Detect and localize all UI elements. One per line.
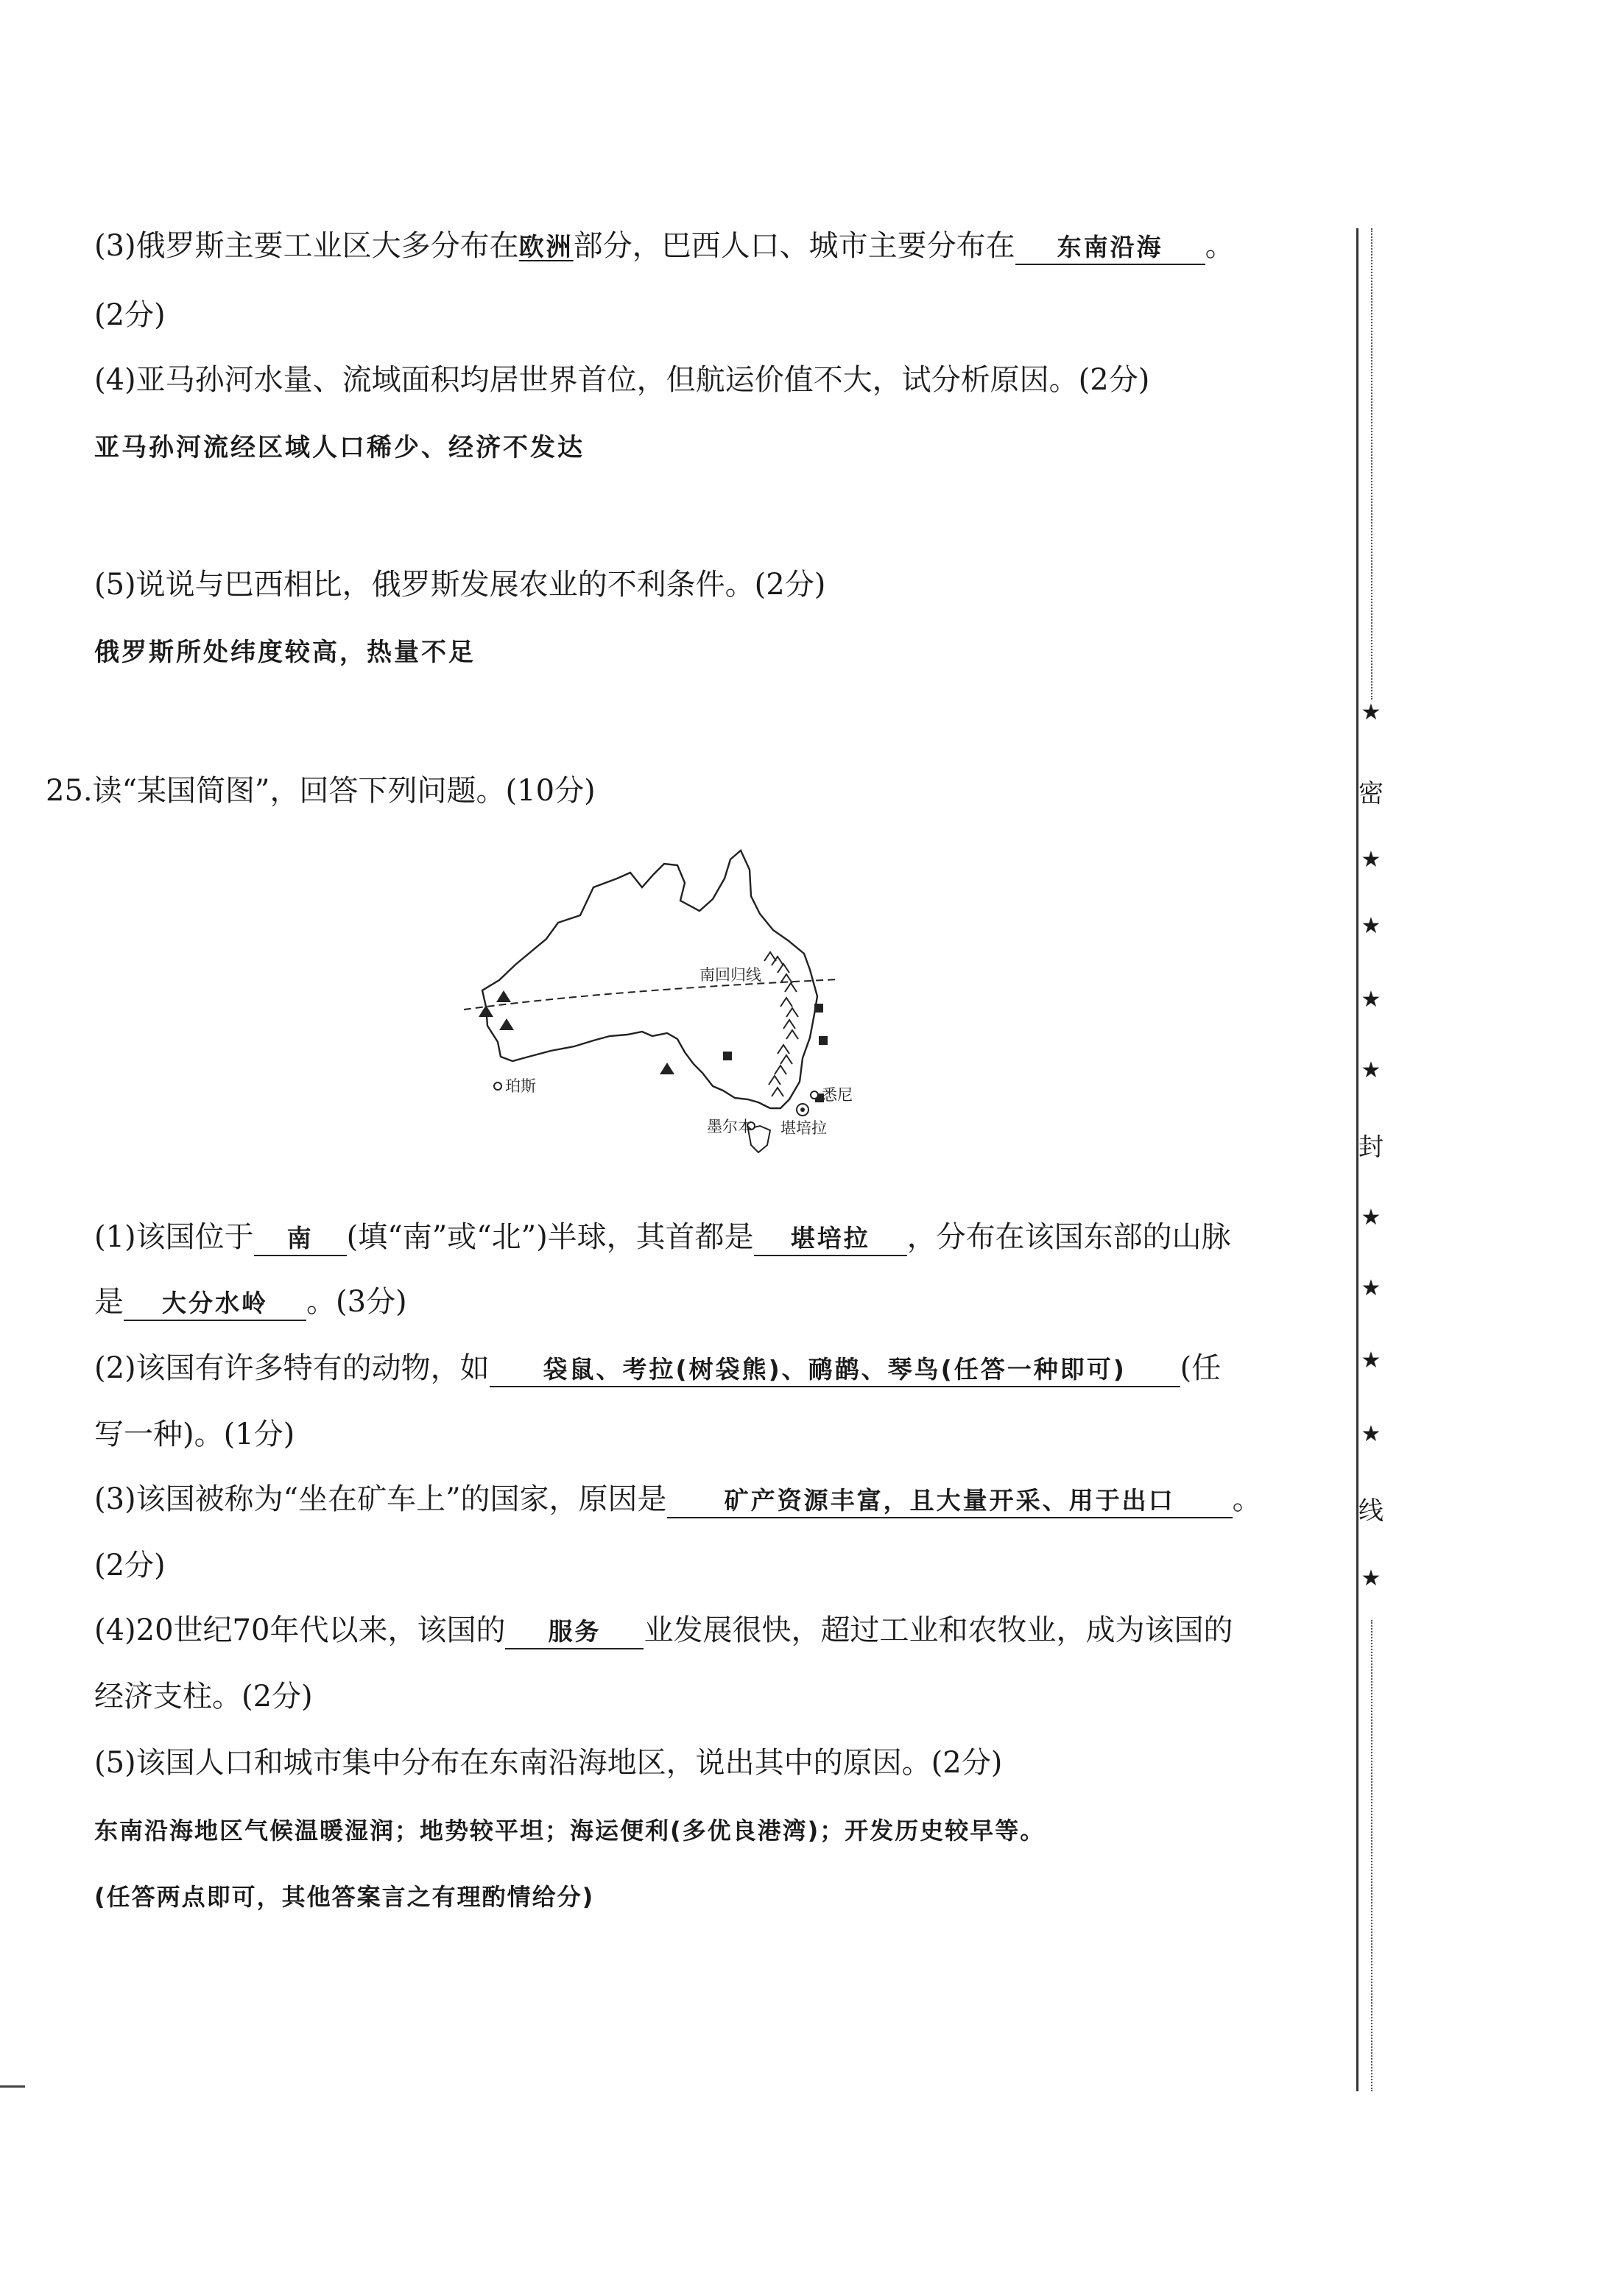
binding-margin-dotted-line bbox=[1371, 228, 1372, 700]
q25-p1-answer-capital: 堪培拉 bbox=[754, 1222, 907, 1256]
q25-p1-answer-mountains: 大分水岭 bbox=[124, 1287, 306, 1321]
q25-p5-answer-note: (任答两点即可，其他答案言之有理酌情给分) bbox=[94, 1883, 595, 1911]
margin-star-icon: ★ bbox=[1361, 1348, 1381, 1373]
australia-outline bbox=[482, 851, 817, 1108]
capital-icon-center bbox=[800, 1107, 805, 1112]
tropic-of-capricorn-line bbox=[464, 979, 839, 1010]
q24-p3-answer-europe: 欧洲 bbox=[518, 233, 574, 262]
city-label-canberra: 堪培拉 bbox=[780, 1119, 827, 1137]
mineral-square-icon bbox=[814, 1004, 823, 1013]
q25-p3-score: (2分) bbox=[94, 1549, 166, 1582]
city-label-sydney: 悉尼 bbox=[822, 1086, 853, 1104]
mineral-square-icon bbox=[723, 1052, 732, 1060]
q25-title: 25.读“某国简图”，回答下列问题。(10分) bbox=[46, 774, 596, 808]
q24-p3-score: (2分) bbox=[94, 298, 166, 332]
q24-p5-answer: 俄罗斯所处纬度较高，热量不足 bbox=[94, 638, 476, 667]
q25-p1-line2: 是 大分水岭 。(3分) bbox=[94, 1281, 407, 1323]
margin-star-icon: ★ bbox=[1361, 700, 1381, 725]
margin-star-icon: ★ bbox=[1361, 1275, 1381, 1301]
q25-p5-question: (5)该国人口和城市集中分布在东南沿海地区，说出其中的原因。(2分) bbox=[94, 1746, 1003, 1780]
city-label-melbourne: 墨尔本 bbox=[707, 1118, 753, 1135]
q24-p4-question: (4)亚马孙河水量、流域面积均居世界首位，但航运价值不大，试分析原因。(2分) bbox=[94, 363, 1150, 397]
mountain-range-icons bbox=[764, 952, 798, 1096]
q25-p2-answer-animals: 袋鼠、考拉(树袋熊)、鸸鹋、琴鸟(任答一种即可) bbox=[490, 1353, 1180, 1387]
tropic-label: 南回归线 bbox=[699, 966, 761, 984]
margin-star-icon: ★ bbox=[1361, 987, 1381, 1013]
q25-p1-answer-hemisphere: 南 bbox=[254, 1222, 347, 1256]
q24-p3-answer-southeast: 东南沿海 bbox=[1015, 231, 1205, 265]
q25-p5-answer: 东南沿海地区气候温暖湿润；地势较平坦；海运便利(多优良港湾)；开发历史较早等。 bbox=[94, 1817, 1046, 1845]
corner-mark bbox=[0, 2085, 25, 2088]
margin-star-icon: ★ bbox=[1361, 1205, 1381, 1230]
margin-char-feng: 封 bbox=[1358, 1133, 1384, 1162]
mineral-triangle-icon bbox=[499, 1018, 514, 1030]
q24-p3-line1: (3)俄罗斯主要工业区大多分布在欧洲部分，巴西人口、城市主要分布在 东南沿海 。 bbox=[94, 225, 1235, 268]
australia-map bbox=[457, 843, 869, 1200]
q25-p3-answer-mining: 矿产资源丰富，且大量开采、用于出口 bbox=[667, 1485, 1233, 1518]
margin-star-icon: ★ bbox=[1361, 1566, 1381, 1591]
q24-p4-answer: 亚马孙河流经区域人口稀少、经济不发达 bbox=[94, 433, 585, 462]
margin-char-mi: 密 bbox=[1358, 779, 1384, 809]
margin-star-icon: ★ bbox=[1361, 1421, 1381, 1447]
margin-star-icon: ★ bbox=[1361, 1057, 1381, 1083]
city-label-perth: 珀斯 bbox=[505, 1077, 536, 1095]
margin-star-icon: ★ bbox=[1361, 913, 1381, 939]
mineral-triangle-icon bbox=[496, 990, 511, 1002]
city-dot-icon bbox=[494, 1082, 501, 1090]
mineral-triangle-icon bbox=[660, 1063, 674, 1074]
q25-p4-answer-service: 服务 bbox=[505, 1616, 644, 1649]
q25-p3-line1: (3)该国被称为“坐在矿车上”的国家，原因是 矿产资源丰富，且大量开采、用于出口 。 bbox=[94, 1479, 1262, 1520]
q25-p2-line2: 写一种)。(1分) bbox=[94, 1418, 295, 1451]
q25-p1-line1: (1)该国位于 南 (填“南”或“北”)半球，其首都是 堪培拉 ，分布在该国东部的山脉 bbox=[94, 1216, 1231, 1258]
q25-p4-line2: 经济支柱。(2分) bbox=[94, 1680, 313, 1714]
q25-p4-line1: (4)20世纪70年代以来，该国的 服务 业发展很快，超过工业和农牧业，成为该国的 bbox=[94, 1610, 1233, 1651]
city-dot-icon bbox=[811, 1091, 818, 1099]
binding-margin-dotted-line bbox=[1371, 1620, 1372, 2091]
mineral-square-icon bbox=[819, 1036, 828, 1045]
margin-star-icon: ★ bbox=[1361, 847, 1381, 873]
q24-p5-question: (5)说说与巴西相比，俄罗斯发展农业的不利条件。(2分) bbox=[94, 568, 826, 602]
q25-p2-line1: (2)该国有许多特有的动物，如 袋鼠、考拉(树袋熊)、鸸鹋、琴鸟(任答一种即可) (任 bbox=[94, 1348, 1221, 1389]
margin-char-xian: 线 bbox=[1358, 1496, 1384, 1526]
